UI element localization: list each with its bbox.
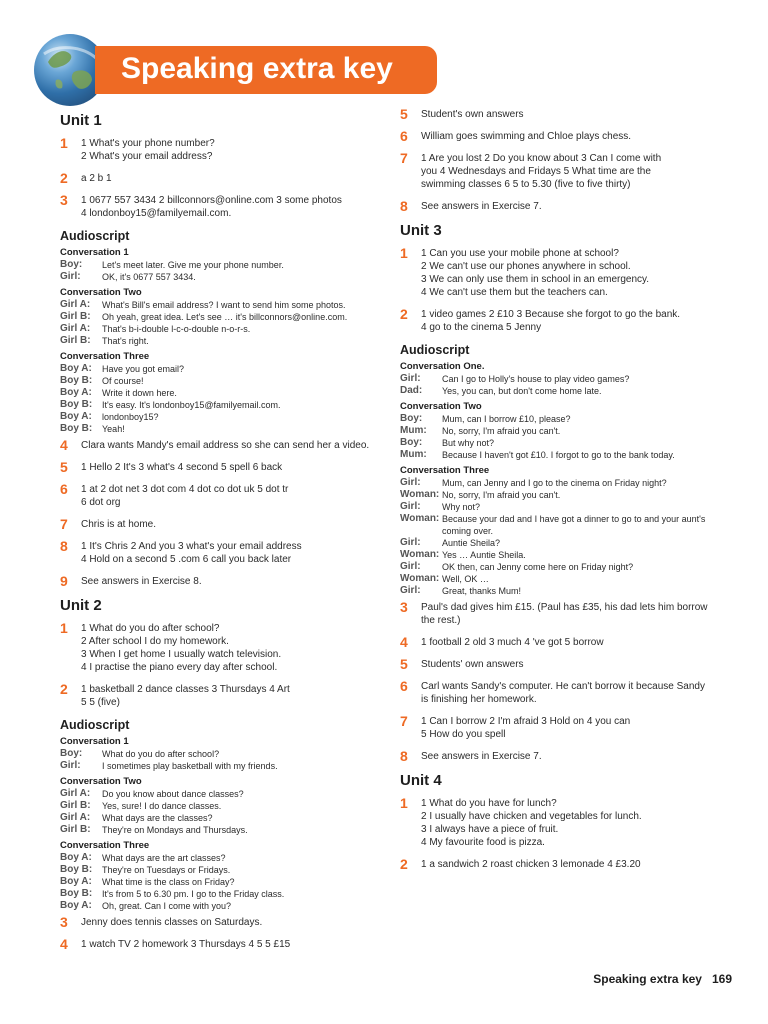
- answer-line: 4 My favourite food is pizza.: [421, 837, 545, 848]
- dialogue-line: [400, 561, 730, 573]
- speaker: Boy B:: [60, 423, 93, 434]
- dialogue-line: [60, 788, 390, 800]
- speaker: Boy B:: [60, 375, 93, 386]
- exercise-number: 2: [60, 170, 68, 186]
- speaker: Woman:: [400, 549, 440, 560]
- dialogue-line: [400, 501, 730, 513]
- utterance: Of course!: [102, 376, 144, 386]
- answer-line: 1 football 2 old 3 much 4 've got 5 borrow: [421, 637, 604, 648]
- answer-line: you 4 Wednesdays and Fridays 5 What time are the: [421, 166, 651, 177]
- answer-line: 4 We can't use them but the teachers can.: [421, 287, 608, 298]
- right-column: [400, 108, 730, 880]
- audioscript-heading: Audioscript: [60, 229, 130, 243]
- answer-line: 2 What's your email address?: [81, 151, 213, 162]
- answer-line: Paul's dad gives him £15. (Paul has £35, his dad lets him borrow: [421, 602, 708, 613]
- speaker: Boy:: [60, 748, 83, 759]
- dialogue-line: [60, 363, 390, 375]
- dialogue-line: [60, 259, 390, 271]
- dialogue-line: [60, 387, 390, 399]
- speaker: Boy:: [60, 259, 83, 270]
- dialogue-line: [400, 425, 730, 437]
- exercise: [400, 152, 730, 191]
- exercise-number: 6: [400, 128, 408, 144]
- utterance: Great, thanks Mum!: [442, 586, 522, 596]
- conversation: [400, 361, 730, 397]
- dialogue-line: [60, 760, 390, 772]
- dialogue-line: [400, 513, 730, 537]
- answer-line: 1 What do you do after school?: [81, 623, 220, 634]
- utterance: Have you got email?: [102, 364, 185, 374]
- utterance: That's b-i-double l-c-o-double n-o-r-s.: [102, 324, 251, 334]
- utterance: Yes, sure! I do dance classes.: [102, 801, 222, 811]
- utterance: Mum, can I borrow £10, please?: [442, 414, 571, 424]
- speaker: Mum:: [400, 449, 427, 460]
- unit-heading: Unit 1: [60, 112, 102, 129]
- speaker: Boy A:: [60, 900, 92, 911]
- speaker: Girl:: [400, 585, 421, 596]
- answer-line: William goes swimming and Chloe plays chess.: [421, 131, 632, 142]
- utterance: Oh, great. Can I come with you?: [102, 901, 232, 911]
- speaker: Boy B:: [60, 399, 93, 410]
- conversation-title: Conversation 1: [60, 736, 129, 747]
- exercise-number: 4: [400, 634, 408, 650]
- dialogue-line: [60, 423, 390, 435]
- audioscript-heading: Audioscript: [60, 718, 130, 732]
- dialogue-line: [60, 323, 390, 335]
- exercise-number: 9: [60, 573, 68, 589]
- dialogue-line: [60, 271, 390, 283]
- utterance: What time is the class on Friday?: [102, 877, 235, 887]
- exercise-number: 3: [60, 192, 68, 208]
- answer-line: 4 Hold on a second 5 .com 6 call you back later: [81, 554, 292, 565]
- speaker: Girl:: [400, 537, 421, 548]
- exercise-number: 2: [60, 681, 68, 697]
- exercise-number: 8: [60, 538, 68, 554]
- utterance: They're on Mondays and Thursdays.: [102, 825, 248, 835]
- answer-line: 4 go to the cinema 5 Jenny: [421, 322, 542, 333]
- page-title: Speaking extra key: [121, 52, 393, 85]
- exercise-number: 1: [400, 795, 408, 811]
- answer-line: 4 londonboy15@familyemail.com.: [81, 208, 232, 219]
- exercise-number: 5: [60, 459, 68, 475]
- exercise: [400, 750, 730, 763]
- utterance: Yeah!: [102, 424, 125, 434]
- conversation: [60, 736, 390, 772]
- speaker: Girl A:: [60, 812, 91, 823]
- title-banner: [95, 46, 437, 94]
- answer-line: Carl wants Sandy's computer. He can't borrow it because Sandy: [421, 681, 705, 692]
- exercise-number: 6: [400, 678, 408, 694]
- dialogue-line: [400, 385, 730, 397]
- utterance: Because I haven't got £10. I forgot to go to the bank today.: [442, 450, 675, 460]
- answer-line: 1 Can I borrow 2 I'm afraid 3 Hold on 4 you can: [421, 716, 631, 727]
- answer-line: 5 5 (five): [81, 697, 120, 708]
- utterance: What days are the art classes?: [102, 853, 226, 863]
- exercise: [400, 636, 730, 649]
- exercise-number: 3: [60, 914, 68, 930]
- dialogue-line: [60, 876, 390, 888]
- speaker: Boy A:: [60, 387, 92, 398]
- dialogue-line: [400, 373, 730, 385]
- exercise-number: 4: [60, 437, 68, 453]
- dialogue-line: [400, 537, 730, 549]
- utterance: Because your dad and I have got a dinner to go to and your aunt's coming over.: [442, 514, 706, 536]
- conversation-title: Conversation Two: [400, 401, 482, 412]
- utterance: Do you know about dance classes?: [102, 789, 244, 799]
- utterance: No, sorry, I'm afraid you can't.: [442, 426, 561, 436]
- dialogue-line: [60, 864, 390, 876]
- exercise: [60, 683, 390, 709]
- utterance: OK then, can Jenny come here on Friday night?: [442, 562, 634, 572]
- conversation-title: Conversation Three: [60, 351, 150, 362]
- dialogue-line: [60, 900, 390, 912]
- exercise-number: 1: [60, 620, 68, 636]
- dialogue-line: [60, 411, 390, 423]
- dialogue-line: [400, 549, 730, 561]
- utterance: What's Bill's email address? I want to send him some photos.: [102, 300, 346, 310]
- conversation: [400, 401, 730, 461]
- exercise: [400, 308, 730, 334]
- speaker: Girl:: [400, 501, 421, 512]
- exercise: [400, 680, 730, 706]
- answer-line: the rest.): [421, 615, 461, 626]
- dialogue-line: [400, 573, 730, 585]
- answer-line: 1 0677 557 3434 2 billconnors@online.com 3 some photos: [81, 195, 342, 206]
- utterance: OK, it's 0677 557 3434.: [102, 272, 196, 282]
- answer-line: Clara wants Mandy's email address so she can send her a video.: [81, 440, 370, 451]
- exercise: [400, 200, 730, 213]
- utterance: Well, OK …: [442, 574, 489, 584]
- exercise-number: 5: [400, 656, 408, 672]
- answer-line: 1 It's Chris 2 And you 3 what's your email address: [81, 541, 302, 552]
- answer-line: a 2 b 1: [81, 173, 112, 184]
- dialogue-line: [400, 585, 730, 597]
- utterance: What do you do after school?: [102, 749, 220, 759]
- speaker: Boy A:: [60, 852, 92, 863]
- answer-line: 1 Hello 2 It's 3 what's 4 second 5 spell 6 back: [81, 462, 283, 473]
- utterance: Auntie Sheila?: [442, 538, 501, 548]
- exercise-number: 8: [400, 748, 408, 764]
- unit-heading: Unit 3: [400, 222, 442, 239]
- speaker: Girl:: [400, 561, 421, 572]
- exercise: [60, 172, 390, 185]
- utterance: What days are the classes?: [102, 813, 213, 823]
- answer-line: is finishing her homework.: [421, 694, 537, 705]
- utterance: Oh yeah, great idea. Let's see … it's billconnors@online.com.: [102, 312, 348, 322]
- footer-label: Speaking extra key: [593, 972, 702, 986]
- speaker: Woman:: [400, 489, 440, 500]
- answer-line: Chris is at home.: [81, 519, 157, 530]
- speaker: Girl A:: [60, 323, 91, 334]
- dialogue-line: [60, 824, 390, 836]
- dialogue-line: [400, 413, 730, 425]
- dialogue-line: [400, 437, 730, 449]
- speaker: Mum:: [400, 425, 427, 436]
- exercise: [60, 622, 390, 674]
- utterance: No, sorry, I'm afraid you can't.: [442, 490, 561, 500]
- answer-line: 3 When I get home I usually watch television.: [81, 649, 282, 660]
- speaker: Boy A:: [60, 411, 92, 422]
- dialogue-line: [400, 489, 730, 501]
- dialogue-line: [60, 311, 390, 323]
- answer-line: 6 dot org: [81, 497, 121, 508]
- exercise: [400, 108, 730, 121]
- page-footer: [593, 972, 732, 986]
- exercise-number: 6: [60, 481, 68, 497]
- exercise-number: 3: [400, 599, 408, 615]
- answer-line: 3 I always have a piece of fruit.: [421, 824, 559, 835]
- utterance: But why not?: [442, 438, 495, 448]
- dialogue-line: [60, 748, 390, 760]
- answer-line: 4 I practise the piano every day after school.: [81, 662, 278, 673]
- speaker: Boy A:: [60, 363, 92, 374]
- unit-heading: Unit 2: [60, 597, 102, 614]
- speaker: Girl B:: [60, 824, 91, 835]
- exercise: [60, 575, 390, 588]
- answer-line: 2 I usually have chicken and vegetables for lunch.: [421, 811, 642, 822]
- dialogue-line: [60, 399, 390, 411]
- answer-line: 1 watch TV 2 homework 3 Thursdays 4 5 5 £15: [81, 939, 291, 950]
- exercise: [400, 130, 730, 143]
- conversation: [400, 465, 730, 597]
- answer-line: See answers in Exercise 7.: [421, 751, 542, 762]
- answer-line: 2 After school I do my homework.: [81, 636, 229, 647]
- exercise-number: 8: [400, 198, 408, 214]
- utterance: Mum, can Jenny and I go to the cinema on Friday night?: [442, 478, 667, 488]
- exercise: [60, 137, 390, 163]
- speaker: Girl:: [60, 760, 81, 771]
- exercise: [60, 916, 390, 929]
- conversation-title: Conversation Two: [60, 287, 142, 298]
- speaker: Girl B:: [60, 311, 91, 322]
- answer-line: 1 at 2 dot net 3 dot com 4 dot co dot uk 5 dot tr: [81, 484, 289, 495]
- dialogue-line: [60, 335, 390, 347]
- exercise: [400, 601, 730, 627]
- exercise-number: 5: [400, 106, 408, 122]
- conversation: [60, 247, 390, 283]
- answer-line: Student's own answers: [421, 109, 524, 120]
- answer-line: See answers in Exercise 8.: [81, 576, 202, 587]
- speaker: Woman:: [400, 513, 440, 524]
- speaker: Boy A:: [60, 876, 92, 887]
- utterance: That's right.: [102, 336, 149, 346]
- dialogue-line: [60, 852, 390, 864]
- answer-line: 1 basketball 2 dance classes 3 Thursdays 4 Art: [81, 684, 290, 695]
- speaker: Girl:: [400, 477, 421, 488]
- dialogue-line: [400, 449, 730, 461]
- dialogue-line: [60, 375, 390, 387]
- answer-line: See answers in Exercise 7.: [421, 201, 542, 212]
- answer-line: Jenny does tennis classes on Saturdays.: [81, 917, 263, 928]
- conversation: [60, 840, 390, 912]
- speaker: Dad:: [400, 385, 423, 396]
- utterance: They're on Tuesdays or Fridays.: [102, 865, 231, 875]
- left-column: [60, 108, 390, 960]
- answer-line: 1 What do you have for lunch?: [421, 798, 557, 809]
- conversation-title: Conversation Three: [400, 465, 490, 476]
- speaker: Girl B:: [60, 800, 91, 811]
- utterance: Yes, you can, but don't come home late.: [442, 386, 602, 396]
- speaker: Boy:: [400, 437, 423, 448]
- utterance: It's from 5 to 6.30 pm. I go to the Friday class.: [102, 889, 285, 899]
- answer-line: 1 video games 2 £10 3 Because she forgot to go the bank.: [421, 309, 681, 320]
- answer-line: swimming classes 6 5 to 5.30 (five to five thirty): [421, 179, 631, 190]
- exercise: [60, 194, 390, 220]
- utterance: Can I go to Holly's house to play video games?: [442, 374, 630, 384]
- speaker: Boy B:: [60, 864, 93, 875]
- speaker: Boy:: [400, 413, 423, 424]
- dialogue-line: [60, 800, 390, 812]
- conversation-title: Conversation 1: [60, 247, 129, 258]
- speaker: Woman:: [400, 573, 440, 584]
- utterance: I sometimes play basketball with my friends.: [102, 761, 278, 771]
- exercise: [60, 461, 390, 474]
- exercise-number: 4: [60, 936, 68, 952]
- conversation: [60, 351, 390, 435]
- exercise: [400, 715, 730, 741]
- answer-line: 1 Are you lost 2 Do you know about 3 Can I come with: [421, 153, 662, 164]
- exercise-number: 2: [400, 856, 408, 872]
- answer-line: 1 Can you use your mobile phone at school?: [421, 248, 619, 259]
- exercise: [400, 797, 730, 849]
- exercise-number: 7: [60, 516, 68, 532]
- dialogue-line: [400, 477, 730, 489]
- exercise: [60, 483, 390, 509]
- dialogue-line: [60, 888, 390, 900]
- answer-line: 2 We can't use our phones anywhere in school.: [421, 261, 631, 272]
- exercise: [400, 247, 730, 299]
- utterance: londonboy15?: [102, 412, 159, 422]
- utterance: It's easy. It's londonboy15@familyemail.com.: [102, 400, 281, 410]
- utterance: Let's meet later. Give me your phone number.: [102, 260, 284, 270]
- answer-line: 5 How do you spell: [421, 729, 506, 740]
- utterance: Yes … Auntie Sheila.: [442, 550, 526, 560]
- dialogue-line: [60, 812, 390, 824]
- utterance: Why not?: [442, 502, 481, 512]
- conversation-title: Conversation Three: [60, 840, 150, 851]
- answer-line: 3 We can only use them in school in an emergency.: [421, 274, 650, 285]
- speaker: Boy B:: [60, 888, 93, 899]
- answer-line: 1 a sandwich 2 roast chicken 3 lemonade 4 £3.20: [421, 859, 641, 870]
- page-number: 169: [711, 972, 732, 986]
- dialogue-line: [60, 299, 390, 311]
- speaker: Girl:: [400, 373, 421, 384]
- conversation-title: Conversation One.: [400, 361, 485, 372]
- exercise-number: 2: [400, 306, 408, 322]
- exercise: [60, 938, 390, 951]
- answer-line: Students' own answers: [421, 659, 524, 670]
- exercise-number: 7: [400, 150, 408, 166]
- exercise-number: 1: [400, 245, 408, 261]
- speaker: Girl:: [60, 271, 81, 282]
- unit-heading: Unit 4: [400, 772, 442, 789]
- speaker: Girl A:: [60, 299, 91, 310]
- exercise: [60, 518, 390, 531]
- audioscript-heading: Audioscript: [400, 343, 470, 357]
- utterance: Write it down here.: [102, 388, 177, 398]
- exercise: [60, 540, 390, 566]
- exercise-number: 7: [400, 713, 408, 729]
- speaker: Girl A:: [60, 788, 91, 799]
- exercise: [400, 858, 730, 871]
- answer-line: 1 What's your phone number?: [81, 138, 215, 149]
- exercise: [400, 658, 730, 671]
- conversation: [60, 287, 390, 347]
- conversation: [60, 776, 390, 836]
- speaker: Girl B:: [60, 335, 91, 346]
- exercise: [60, 439, 390, 452]
- exercise-number: 1: [60, 135, 68, 151]
- conversation-title: Conversation Two: [60, 776, 142, 787]
